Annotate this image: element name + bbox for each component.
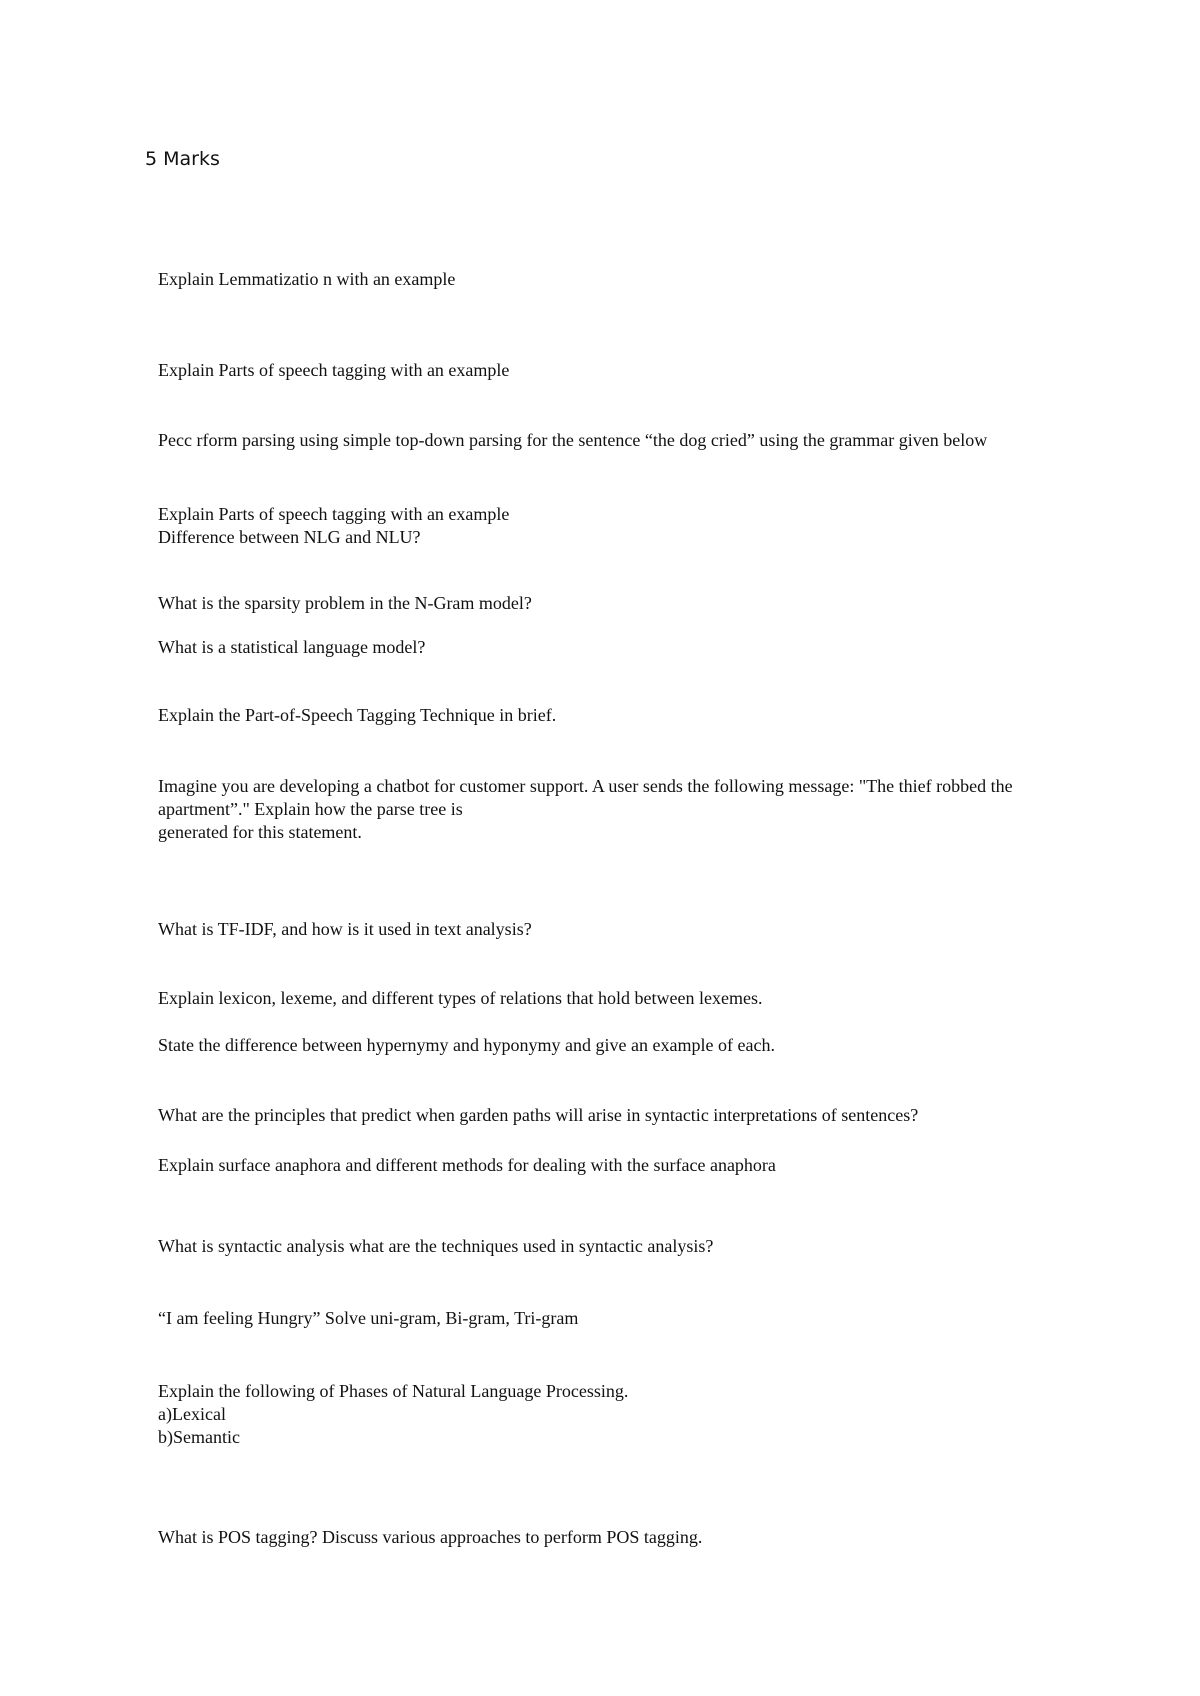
question-item: What is POS tagging? Discuss various approaches to perform POS tagging. (158, 1527, 703, 1547)
question-item: What is the sparsity problem in the N-Gram model? (158, 593, 532, 613)
question-item: Explain Lemmatizatio n with an example (158, 269, 456, 289)
page-heading: 5 Marks (145, 148, 220, 170)
question-item: Explain Parts of speech tagging with an example (158, 360, 510, 380)
question-item: Explain Parts of speech tagging with an example (158, 504, 510, 524)
question-line: a)Lexical (158, 1404, 226, 1424)
question-item: State the difference between hypernymy and hyponymy and give an example of each. (158, 1035, 775, 1055)
question-item: Pecc rform parsing using simple top-down parsing for the sentence “the dog cried” using the grammar given below (158, 430, 988, 450)
question-item: Explain surface anaphora and different methods for dealing with the surface anaphora (158, 1155, 776, 1175)
question-item: What is syntactic analysis what are the techniques used in syntactic analysis? (158, 1236, 714, 1256)
question-item: “I am feeling Hungry” Solve uni-gram, Bi-gram, Tri-gram (158, 1308, 579, 1328)
question-item-multiline (158, 775, 1013, 844)
question-item: What are the principles that predict when garden paths will arise in syntactic interpretations of sentences? (158, 1105, 919, 1125)
question-item: Difference between NLG and NLU? (158, 527, 421, 547)
question-item: What is a statistical language model? (158, 637, 426, 657)
question-line: generated for this statement. (158, 822, 362, 842)
question-line: Explain the following of Phases of Natural Language Processing. (158, 1381, 629, 1401)
question-item: Explain the Part-of-Speech Tagging Technique in brief. (158, 705, 557, 725)
question-item-multiline (158, 1380, 628, 1449)
question-line: apartment”." Explain how the parse tree is (158, 799, 463, 819)
question-line: Imagine you are developing a chatbot for customer support. A user sends the following message: "The thief robbed the (158, 776, 1013, 796)
question-item: Explain lexicon, lexeme, and different types of relations that hold between lexemes. (158, 988, 763, 1008)
question-line: b)Semantic (158, 1427, 240, 1447)
question-item: What is TF-IDF, and how is it used in text analysis? (158, 919, 532, 939)
